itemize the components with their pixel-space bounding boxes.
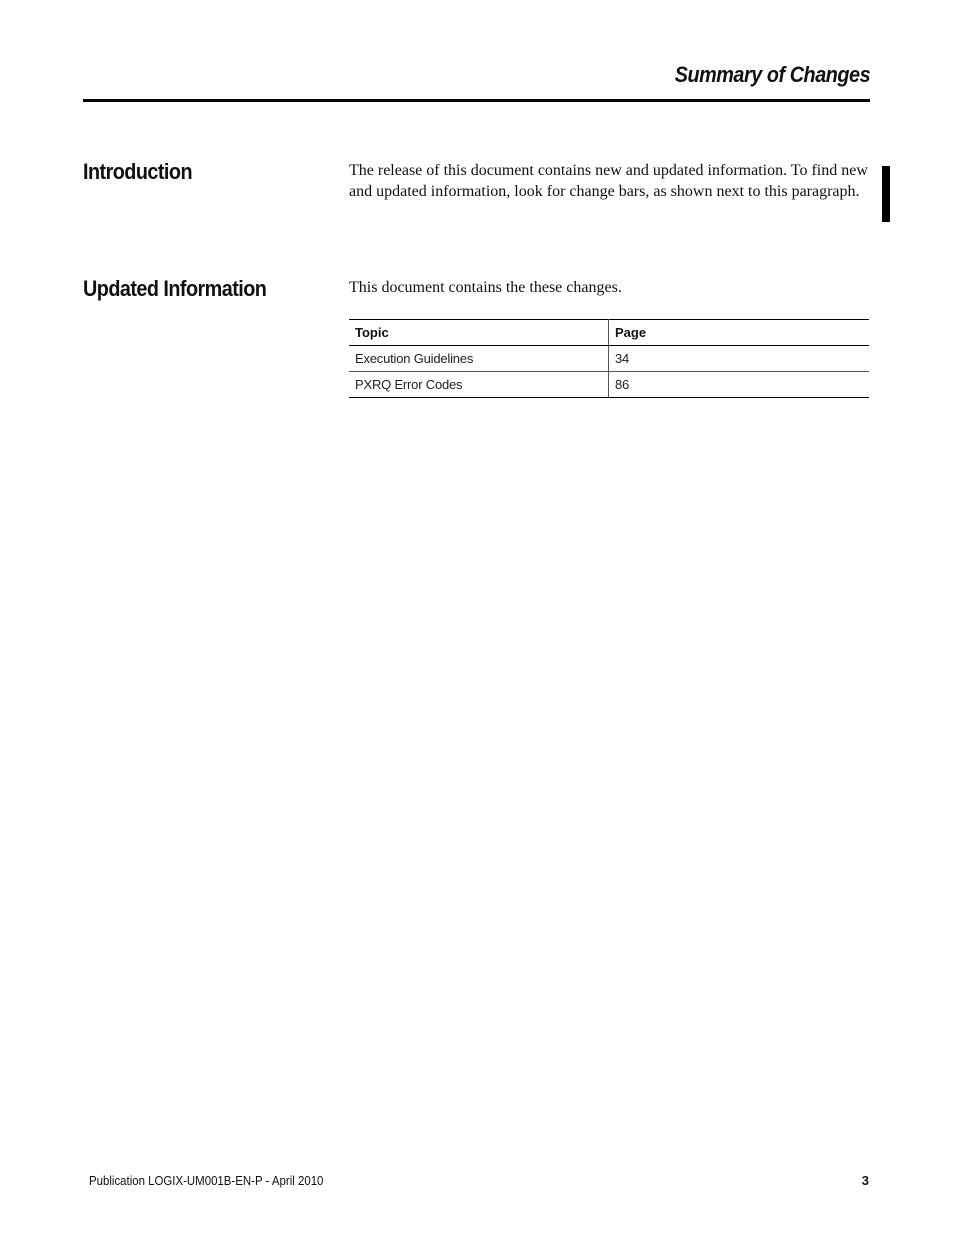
table-row <box>349 372 869 398</box>
introduction-heading: Introduction <box>83 159 192 184</box>
column-header-page: Page <box>609 320 870 346</box>
table-cell-topic: PXRQ Error Codes <box>349 372 609 398</box>
footer-page-number: 3 <box>861 1173 869 1188</box>
updated-information-paragraph: This document contains the these changes. <box>349 279 622 296</box>
footer-publication: Publication LOGIX-UM001B-EN-P - April 2010 <box>89 1173 324 1188</box>
column-header-topic: Topic <box>349 320 609 346</box>
table-row <box>349 346 869 372</box>
change-bar <box>882 166 890 222</box>
header-rule <box>83 99 870 102</box>
table-cell-page: 86 <box>609 372 870 398</box>
table-cell-page: 34 <box>609 346 870 372</box>
changes-table <box>349 319 869 398</box>
updated-information-heading: Updated Information <box>83 276 267 301</box>
introduction-paragraph: The release of this document contains new and updated information. To find new and updated information, look for change bars, as shown next to this paragraph. <box>349 162 868 200</box>
page-header-title: Summary of Changes <box>674 62 870 87</box>
table-header-row <box>349 320 869 346</box>
table-cell-topic: Execution Guidelines <box>349 346 609 372</box>
